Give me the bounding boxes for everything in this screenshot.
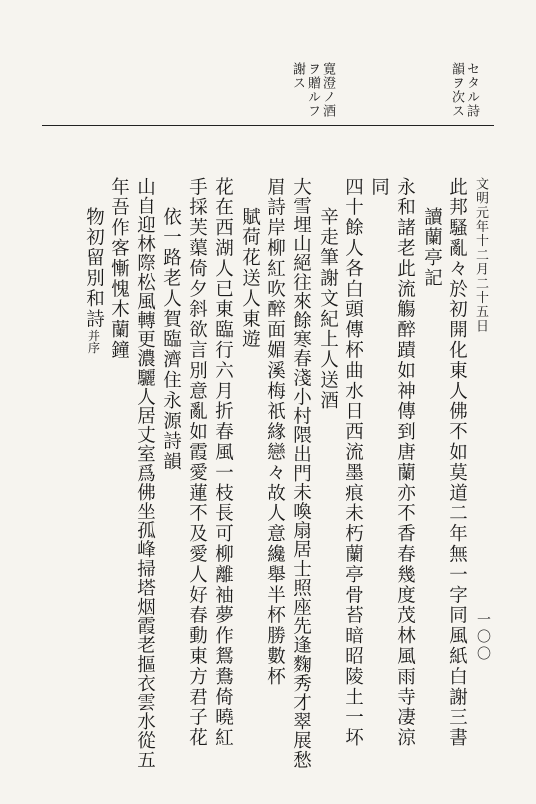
text-column <box>369 177 388 197</box>
header-note-line: 韻ヲ次ス <box>449 62 464 118</box>
column-text: 眉詩岸柳紅吹醉面媚溪梅祇緣戀々故人意纔舉半杯勝數杯 <box>264 177 286 687</box>
column-text: 年吾作客慚愧木蘭鐘 <box>108 177 130 361</box>
column-small-note: 并序 <box>86 329 101 354</box>
text-column <box>447 177 466 748</box>
text-column <box>187 177 206 748</box>
text-column <box>318 207 337 411</box>
column-text: 賦荷花送人東遊 <box>239 207 261 350</box>
column-text: 大雪埋山絕往來餘寒春淺小村隈出門未喚扇居士照座先逢麴秀才翠展愁 <box>290 177 312 770</box>
text-column <box>135 177 154 769</box>
column-text: 讀蘭亭記 <box>421 207 443 289</box>
text-column <box>213 177 232 748</box>
header-rule <box>42 125 494 126</box>
text-column <box>422 207 441 289</box>
text-column <box>109 177 128 361</box>
header-note-line: 寛澄ノ酒 <box>320 62 335 118</box>
text-column <box>84 207 103 353</box>
text-column <box>291 177 310 769</box>
column-text: 依一路老人賀臨濟住永源詩韻 <box>160 207 182 473</box>
header-note-line: ヲ贈ルフ <box>305 62 320 118</box>
column-text: 物初留別和詩 <box>83 207 105 330</box>
text-column <box>161 207 180 472</box>
column-text: 四十餘人各白頭傳杯曲水日西流墨痕未朽蘭亭骨苔暗昭陵土一坏 <box>342 177 364 749</box>
text-column <box>240 207 259 350</box>
text-column <box>265 177 284 687</box>
header-note-1 <box>449 62 479 118</box>
column-text: 同 <box>368 177 390 198</box>
page-number: 一〇〇 <box>475 612 491 663</box>
header-note-line: 謝ス <box>290 62 305 90</box>
column-text: 手採芙蕖倚夕斜欲言別意亂如霞愛蓮不及愛人好春動東方君子花 <box>186 177 208 749</box>
column-text: 花在西湖人已東臨行六月折春風一枝長可柳離袖夢作鴛鴦倚曉紅 <box>212 177 234 749</box>
column-text: 文明元年十二月二十五日 <box>473 177 488 334</box>
text-column <box>474 177 487 333</box>
column-text: 永和諸老此流觴醉蹟如神傳到唐蘭亦不香春幾度茂林風雨寺凄涼 <box>394 177 416 749</box>
column-text: 山自迎林際松風轉更濃驪人居丈室爲佛坐孤峰掃塔烟霞老摳衣雲水從五 <box>134 177 156 770</box>
column-text: 辛走筆謝文紀上人送酒 <box>317 207 339 411</box>
text-column <box>343 177 362 748</box>
column-text: 此邦騷亂々於初開化東人佛不如莫道二年無一字同風紙白謝三書 <box>446 177 468 749</box>
header-note-2 <box>290 62 335 118</box>
header-note-line: セタル詩 <box>464 62 479 118</box>
text-column <box>395 177 414 748</box>
